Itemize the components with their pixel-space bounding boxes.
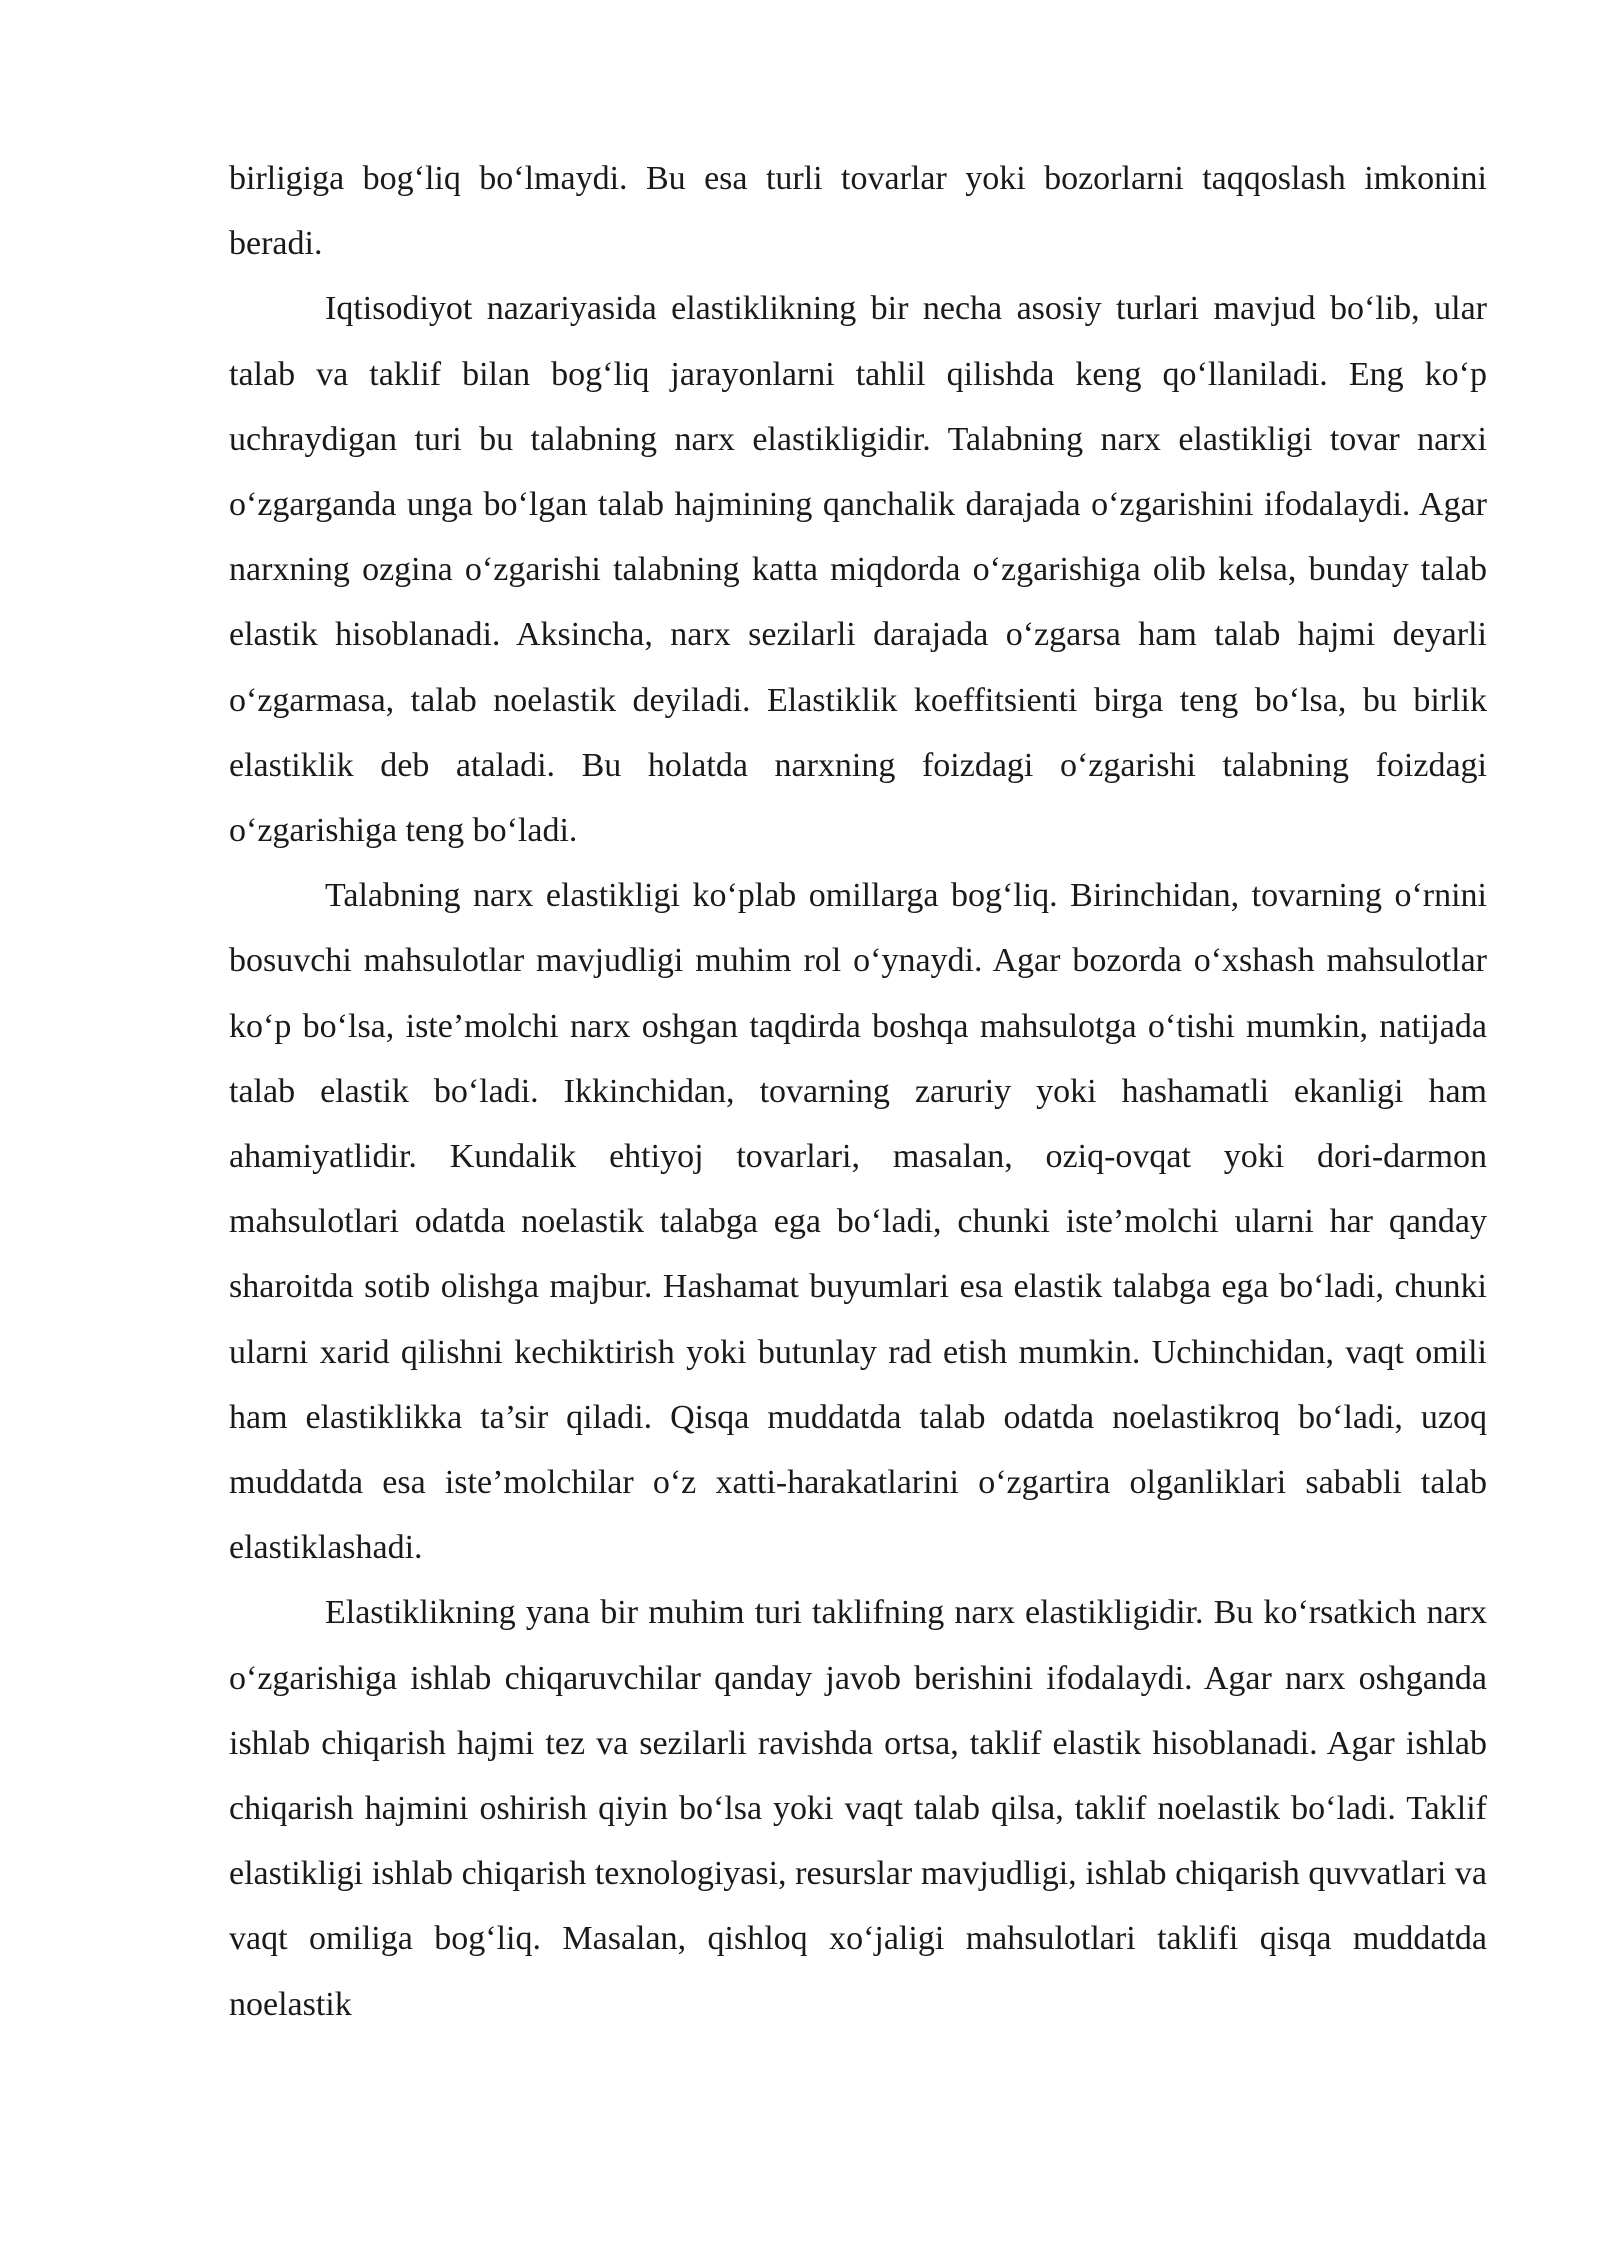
paragraph-demand-factors: Talabning narx elastikligi ko‘plab omillarga bog‘liq. Birinchidan, tovarning o‘rnini bosuvchi mahsulotlar mavjudligi muhim rol o‘ynaydi. Agar bozorda o‘xshash mahsulotlar ko‘p bo‘lsa, iste’molchi narx oshgan taqdirda boshqa mahsulotga o‘tishi mumkin, natijada talab elastik bo‘ladi. Ikkinchidan, tovarning zaruriy yoki hashamatli ekanligi ham ahamiyatlidir. Kundalik ehtiyoj tovarlari, masalan, oziq-ovqat yoki dori-darmon mahsulotlari odatda noelastik talabga ega bo‘ladi, chunki iste’molchi ularni har qanday sharoitda sotib olishga majbur. Hashamat buyumlari esa elastik talabga ega bo‘ladi, chunki ularni xarid qilishni kechiktirish yoki butunlay rad etish mumkin. Uchinchidan, vaqt omili ham elastiklikka ta’sir qiladi. Qisqa muddatda talab odatda noelastikroq bo‘ladi, uzoq muddatda esa iste’molchilar o‘z xatti-harakatlarini o‘zgartira olganliklari sababli talab elastiklashadi. (229, 877, 1487, 1567)
paragraph-continuation: birligiga bog‘liq bo‘lmaydi. Bu esa turli tovarlar yoki bozorlarni taqqoslash imkonini beradi. (229, 160, 1487, 263)
paragraph-elasticity-types: Iqtisodiyot nazariyasida elastiklikning bir necha asosiy turlari mavjud bo‘lib, ular talab va taklif bilan bog‘liq jarayonlarni tahlil qilishda keng qo‘llaniladi. Eng ko‘p uchraydigan turi bu talabning narx elastikligidir. Talabning narx elastikligi tovar narxi o‘zgarganda unga bo‘lgan talab hajmining qanchalik darajada o‘zgarishini ifodalaydi. Agar narxning ozgina o‘zgarishi talabning katta miqdorda o‘zgarishiga olib kelsa, bunday talab elastik hisoblanadi. Aksincha, narx sezilarli darajada o‘zgarsa ham talab hajmi deyarli o‘zgarmasa, talab noelastik deyiladi. Elastiklik koeffitsienti birga teng bo‘lsa, bu birlik elastiklik deb ataladi. Bu holatda narxning foizdagi o‘zgarishi talabning foizdagi o‘zgarishiga teng bo‘ladi. (229, 290, 1487, 850)
paragraph-supply-elasticity: Elastiklikning yana bir muhim turi taklifning narx elastikligidir. Bu ko‘rsatkich narx o‘zgarishiga ishlab chiqaruvchilar qanday javob berishini ifodalaydi. Agar narx oshganda ishlab chiqarish hajmi tez va sezilarli ravishda ortsa, taklif elastik hisoblanadi. Agar ishlab chiqarish hajmini oshirish qiyin bo‘lsa yoki vaqt talab qilsa, taklif noelastik bo‘ladi. Taklif elastikligi ishlab chiqarish texnologiyasi, resurslar mavjudligi, ishlab chiqarish quvvatlari va vaqt omiliga bog‘liq. Masalan, qishloq xo‘jaligi mahsulotlari taklifi qisqa muddatda noelastik (229, 1594, 1487, 2023)
document-body (229, 146, 1487, 2037)
